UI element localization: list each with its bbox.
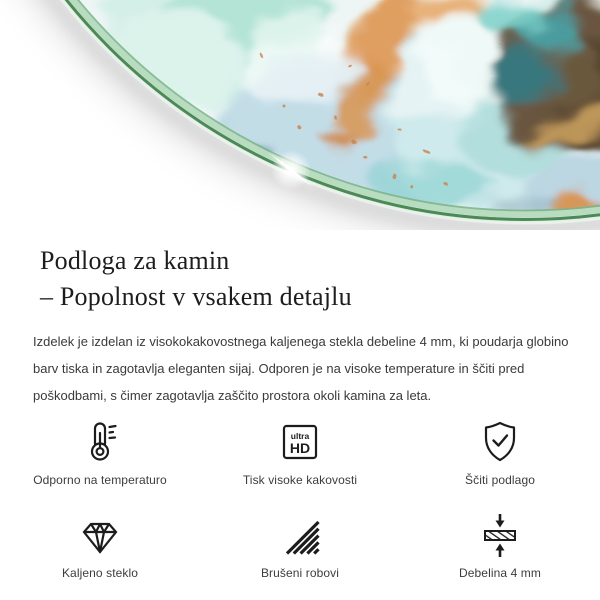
page-title-line1: Podloga za kamin [40,246,230,275]
beveled-edges-icon [276,511,324,559]
feature-grid [0,418,600,580]
feature-label: Brušeni robovi [260,566,340,580]
thickness-icon [476,511,524,559]
ultra-hd-icon [276,418,324,466]
product-hero-image [0,0,600,230]
diamond-icon [76,511,124,559]
feature-label: Ščiti podlago [464,473,535,487]
feature-label: Odporno na temperaturo [33,473,167,487]
feature-item-temperature [0,418,200,487]
feature-label: Kaljeno steklo [61,566,139,580]
feature-label: Tisk visoke kakovosti [242,473,358,487]
page-title-line2: – Popolnost v vsakem detajlu [40,282,352,311]
thermometer-icon [76,418,124,466]
shield-check-icon [476,418,524,466]
feature-item-print-quality [200,418,400,487]
feature-item-polished-edges [200,511,400,580]
feature-item-protects [400,418,600,487]
feature-item-thickness [400,511,600,580]
glass-pad-illustration [0,0,600,230]
ultra-hd-icon-text-top: ultra [290,431,310,441]
ultra-hd-icon-text-bottom: HD [289,440,311,456]
feature-item-tempered-glass [0,511,200,580]
page-title [40,243,572,315]
feature-label: Debelina 4 mm [458,566,541,580]
product-description: Izdelek je izdelan iz visokokakovostnega kaljenega stekla debeline 4 mm, ki poudarja globino barv tiska in zagotavlja eleganten sijaj. Odporen je na visoke temperature in ščiti pred poškodbami, s čimer zagotavlja zaščito prostora okoli kamina za leta. [33,334,569,403]
